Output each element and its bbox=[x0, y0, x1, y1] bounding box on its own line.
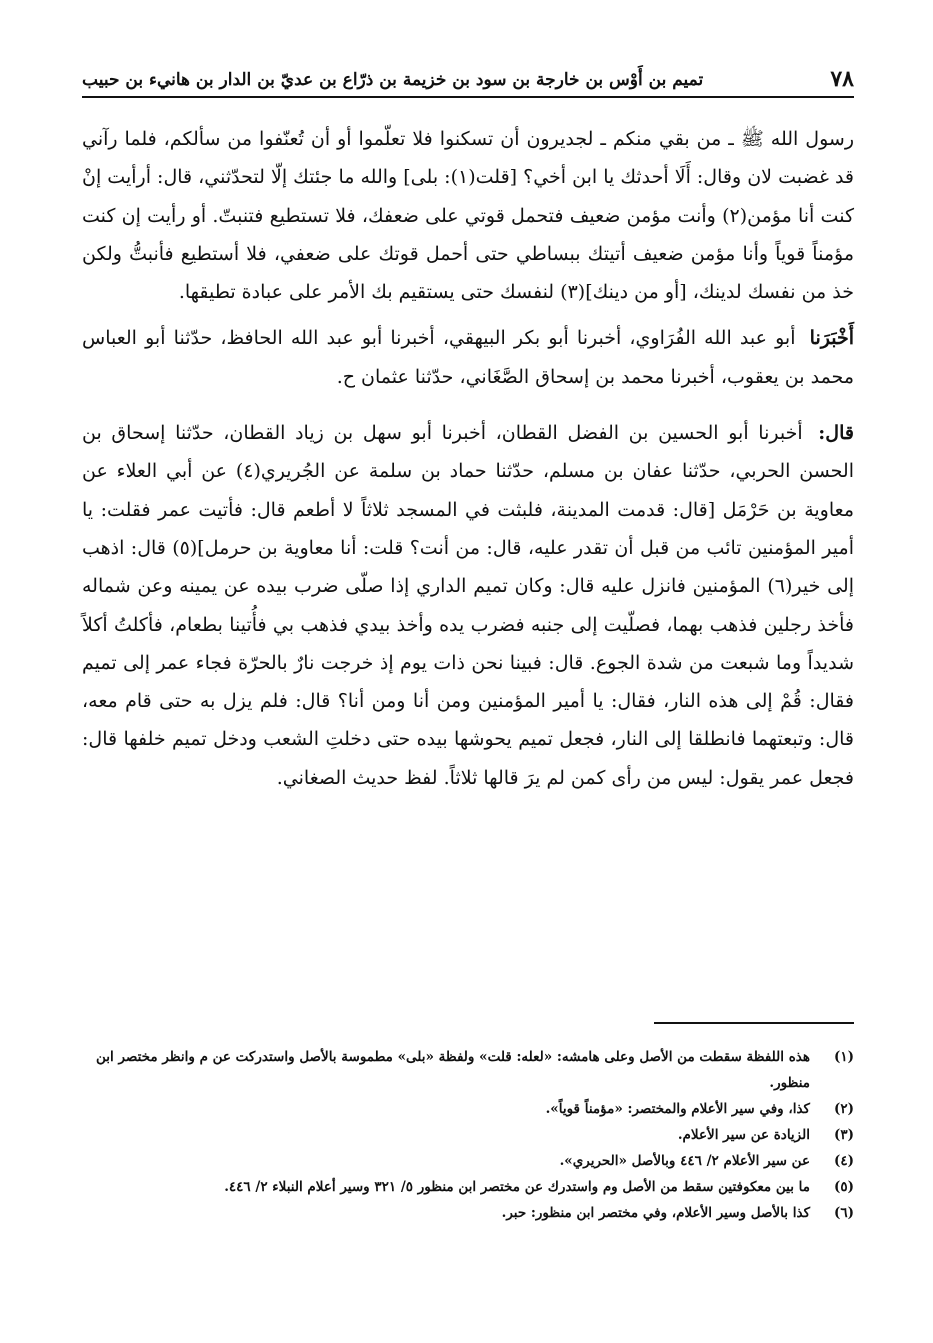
footnote-number: (٣) bbox=[833, 1127, 854, 1143]
footnote-number: (٢) bbox=[833, 1101, 854, 1117]
footnote-number: (٦) bbox=[833, 1205, 854, 1221]
paragraph-continuation bbox=[82, 120, 854, 311]
paragraph-text: أبو عبد الله الفُرَاوي، أخبرنا أبو بكر البيهقي، أخبرنا أبو عبد الله الحافظ، حدّثنا أبو العباس محمد بن يعقوب، أخبرنا محمد بن إسحاق الصَّغَاني، حدّثنا عثمان ح. bbox=[82, 327, 854, 388]
footnote bbox=[82, 1122, 854, 1148]
footnote-text: كذا، وفي سير الأعلام والمختصر: «مؤمناً قوياً». bbox=[545, 1101, 810, 1117]
running-title: تميم بن أَوْس بن خارجة بن سود بن خزيمة بن ذرّاع بن عديّ بن الدار بن هانيء بن حبيب bbox=[82, 70, 704, 90]
paragraph-text: رسول الله ﷺ ـ من بقي منكم ـ لجديرون أن تسكنوا فلا تعلّموا أو أن تُعنّفوا من سألكم، فلما رآني قد غضبت لان وقال: أَلَا أحدثك يا ابن أخي؟ [قلت(١): بلى] والله ما جئتك إلّا لتحدّثني، قال: أرأيت إنْ كنت أنا مؤمن(٢) وأنت مؤمن ضعيف فتحمل قوتي على ضعفك، فلا تستطيع فتنبتّ. أو رأيت إن كنت مؤمناً قوياً وأنا مؤمن ضعيف أتيتك ببساطي حتى أحمل قوتك على ضعفي، فلا أستطيع فأنبتُّ ولكن خذ من نفسك لدينك، [أو من دينك](٣) لنفسك حتى يستقيم بك الأمر على عبادة تطيقها. bbox=[82, 128, 854, 304]
main-text bbox=[82, 120, 854, 797]
page-header bbox=[82, 56, 854, 98]
footnote-number: (١) bbox=[833, 1049, 854, 1065]
paragraph-lead-word: أَخْبَرَنا bbox=[809, 327, 854, 350]
paragraph-narration bbox=[82, 414, 854, 797]
footnote-number: (٥) bbox=[833, 1179, 854, 1195]
footnotes bbox=[82, 1044, 854, 1226]
footnote bbox=[82, 1174, 854, 1200]
footnote-number: (٤) bbox=[833, 1153, 854, 1169]
footnote-text: الزيادة عن سير الأعلام. bbox=[677, 1127, 810, 1143]
footnote-separator bbox=[654, 1022, 854, 1024]
footnote bbox=[82, 1044, 854, 1096]
page-number: ٧٨ bbox=[830, 66, 854, 92]
footnote bbox=[82, 1200, 854, 1226]
footnote-text: كذا بالأصل وسير الأعلام، وفي مختصر ابن منظور: حبر. bbox=[501, 1205, 810, 1221]
footnote-text: ما بين معكوفتين سقط من الأصل وم واستدرك عن مختصر ابن منظور ٥/ ٣٢١ وسير أعلام النبلاء ٢/ ٤٤٦. bbox=[224, 1179, 810, 1195]
footnote-text: عن سير الأعلام ٢/ ٤٤٦ وبالأصل «الحريري». bbox=[559, 1153, 810, 1169]
footnote bbox=[82, 1148, 854, 1174]
footnote-text: هذه اللفظة سقطت من الأصل وعلى هامشه: «لعله: قلت» ولفظة «بلى» مطموسة بالأصل واستدركت عن م وانظر مختصر ابن منظور. bbox=[95, 1049, 810, 1091]
paragraph-isnad bbox=[82, 319, 854, 396]
footnote bbox=[82, 1096, 854, 1122]
paragraph-lead-word: قال: bbox=[818, 422, 854, 445]
paragraph-text: أخبرنا أبو الحسين بن الفضل القطان، أخبرنا أبو سهل بن زياد القطان، حدّثنا إسحاق بن الحسن الحربي، حدّثنا عفان بن مسلم، حدّثنا حماد بن سلمة عن الجُريري(٤) عن أبي العلاء عن معاوية بن حَرْمَل [قال: قدمت المدينة، فلبثت في المسجد ثلاثاً لا أطعم قال: فأتيت عمر فقلت: يا أمير المؤمنين تائب من قبل أن تقدر عليه، قال: من أنت؟ قلت: أنا معاوية بن حرمل](٥) قال: اذهب إلى خير(٦) المؤمنين فانزل عليه قال: وكان تميم الداري إذا صلّى ضرب بيده عن يمينه وعن شماله فأخذ رجلين فذهب بهما، فصلّيت إلى جنبه فضرب يده وأخذ بيدي فذهب بي فأُتينا بطعام، فأكلتُ أكلاً شديداً وما شبعت من شدة الجوع. قال: فبينا نحن ذات يوم إذ خرجت نارٌ بالحرّة فجاء عمر إلى تميم فقال: قُمْ إلى هذه النار، فقال: يا أمير المؤمنين ومن أنا ومن أنا؟ قال: فلم يزل به حتى قام معه، قال: وتبعتهما فانطلقا إلى النار، فجعل تميم يحوشها بيده حتى دخلتِ الشعب ودخل تميم خلفها قال: فجعل عمر يقول: ليس من رأى كمن لم يرَ قالها ثلاثاً. لفظ حديث الصغاني. bbox=[82, 422, 854, 789]
